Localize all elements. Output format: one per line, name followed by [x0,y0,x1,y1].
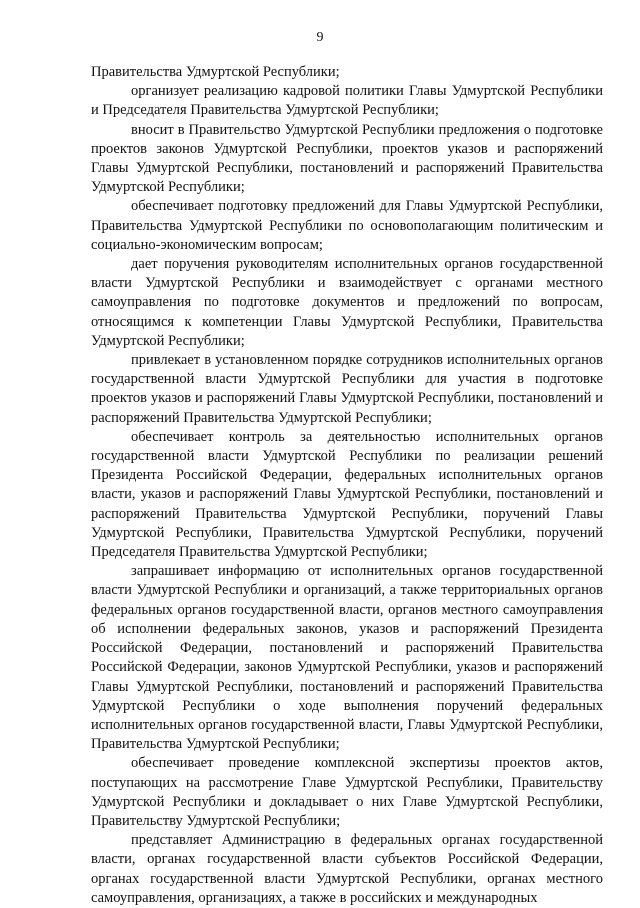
document-body [91,63,603,908]
paragraph: дает поручения руководителям исполнительных органов государственной власти Удмуртской Республики и взаимодействует с органами местного самоуправления по подготовке документов и предложений по вопросам, относящимся к компетенции Главы Удмуртской Республики, Правительства Удмуртской Республики; [91,256,603,349]
paragraph: организует реализацию кадровой политики Главы Удмуртской Республики и Председателя Правительства Удмуртской Республики; [91,83,603,119]
paragraph: Правительства Удмуртской Республики; [91,64,340,80]
paragraph: вносит в Правительство Удмуртской Республики предложения о подготовке проектов законов Удмуртской Республики, проектов указов и распоряжений Главы Удмуртской Республики, постановлений и распоряжений Правительства Удмуртской Республики; [91,121,603,196]
paragraph: обеспечивает контроль за деятельностью исполнительных органов государственной власти Удмуртской Республики по реализации решений Президента Российской Федерации, федеральных исполнительных органов власти, указов и распоряжений Главы Удмуртской Республики, постановлений и распоряжений Правительства Удмуртской Республики, поручений Главы Удмуртской Республики, Правительства Удмуртской Республики, поручений Председателя Правительства Удмуртской Республики; [91,428,603,561]
paragraph: привлекает в установленном порядке сотрудников исполнительных органов государственной власти Удмуртской Республики для участия в подготовке проектов указов и распоряжений Главы Удмуртской Республики, постановлений и распоряжений Правительства Удмуртской Республики; [91,352,603,426]
paragraph: запрашивает информацию от исполнительных органов государственной власти Удмуртской Республики и организаций, а также территориальных органов федеральных органов государственной власти, органов местного самоуправления об исполнении федеральных законов, указов и распоряжений Президента Российской Федерации, постановлений и распоряжений Правительства Российской Федерации, законов Удмуртской Республики, указов и распоряжений Главы Удмуртской Республики, постановлений и распоряжений Правительства Удмуртской Республики о ходе выполнения поручений федеральных исполнительных органов государственной власти, Главы Удмуртской Республики, Правительства Удмуртской Республики; [91,563,603,753]
paragraph: обеспечивает подготовку предложений для Главы Удмуртской Республики, Правительства Удмуртской Республики по основополагающим политическим и социально-экономическим вопросам; [91,198,603,253]
page-number: 9 [316,30,324,45]
paragraph: обеспечивает проведение комплексной экспертизы проектов актов, поступающих на рассмотрение Главе Удмуртской Республики, Правительству Удмуртской Республики и докладывает о них Главе Удмуртской Республики, Правительству Удмуртской Республики; [91,755,603,829]
paragraph: представляет Администрацию в федеральных органах государственной власти, органах государственной власти субъектов Российской Федерации, органах государственной власти Удмуртской Республики, органах местного самоуправления, организациях, а также в российских и международных [91,832,603,906]
